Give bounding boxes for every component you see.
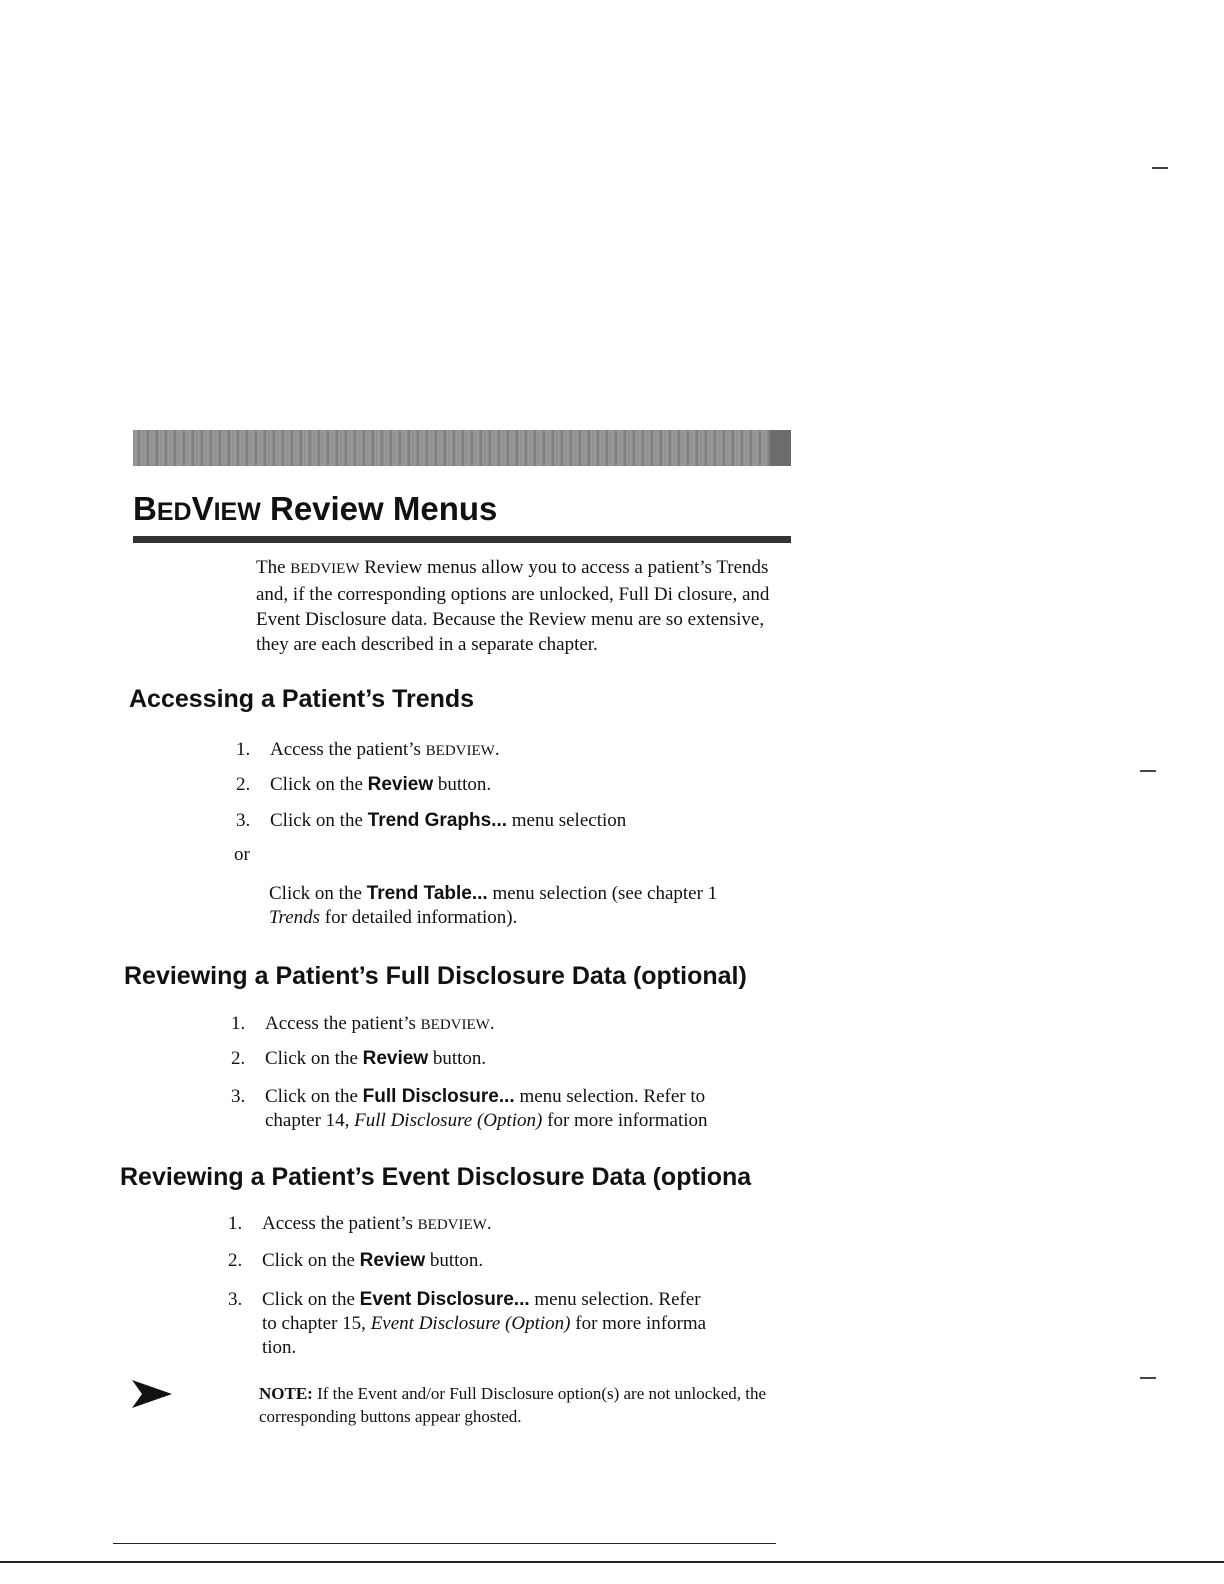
trends-or: or [234, 844, 250, 865]
trends-alt-line-2: Trends for detailed information). [269, 907, 518, 928]
margin-mark [1140, 1377, 1156, 1379]
full-step-1: 1. Access the patient’s BEDVIEW. [231, 1013, 495, 1034]
margin-mark [1140, 770, 1156, 772]
event-step-3-line-2: to chapter 15, Event Disclosure (Option) for more informa [262, 1313, 707, 1334]
trends-heading: Accessing a Patient’s Trends [129, 685, 475, 713]
full-step-2: 2. Click on the Review button. [231, 1048, 487, 1069]
footer-rule-bottom [0, 1561, 1224, 1563]
section-banner-end [770, 430, 791, 466]
page-title: BEDVIEW Review Menus [133, 490, 498, 527]
trends-step-3: 3. Click on the Trend Graphs... menu selection [236, 810, 627, 831]
event-step-3: 3. Click on the Event Disclosure... menu selection. Refer [228, 1289, 701, 1310]
event-disclosure-heading: Reviewing a Patient’s Event Disclosure Data (optiona [120, 1163, 752, 1191]
footer-rule [113, 1543, 776, 1544]
margin-mark [1152, 167, 1168, 169]
event-step-1: 1. Access the patient’s BEDVIEW. [228, 1213, 492, 1234]
trends-step-2: 2. Click on the Review button. [236, 774, 492, 795]
trends-step-1: 1. Access the patient’s BEDVIEW. [236, 739, 500, 760]
event-step-3-line-3: tion. [262, 1337, 297, 1358]
note-paragraph: NOTE: If the Event and/or Full Disclosure option(s) are not unlocked, the corresponding buttons appear ghosted. [259, 1384, 767, 1426]
full-step-3: 3. Click on the Full Disclosure... menu selection. Refer to [231, 1086, 706, 1107]
event-step-2: 2. Click on the Review button. [228, 1250, 484, 1271]
full-step-3-line-2: chapter 14, Full Disclosure (Option) for more information [265, 1110, 708, 1131]
full-disclosure-heading: Reviewing a Patient’s Full Disclosure Data (optional) [124, 962, 747, 990]
trends-alt-line-1: Click on the Trend Table... menu selection (see chapter 1 [269, 883, 718, 904]
arrow-right-icon [130, 1378, 174, 1410]
title-rule [133, 536, 791, 543]
intro-paragraph: The BEDVIEW Review menus allow you to access a patient’s Trends and, if the corresponding options are unlocked, Full Di closure, and Event Disclosure data. Because the Review menu are so extensive, they are each described in a separate chapter. [256, 557, 770, 655]
section-banner [133, 430, 791, 466]
